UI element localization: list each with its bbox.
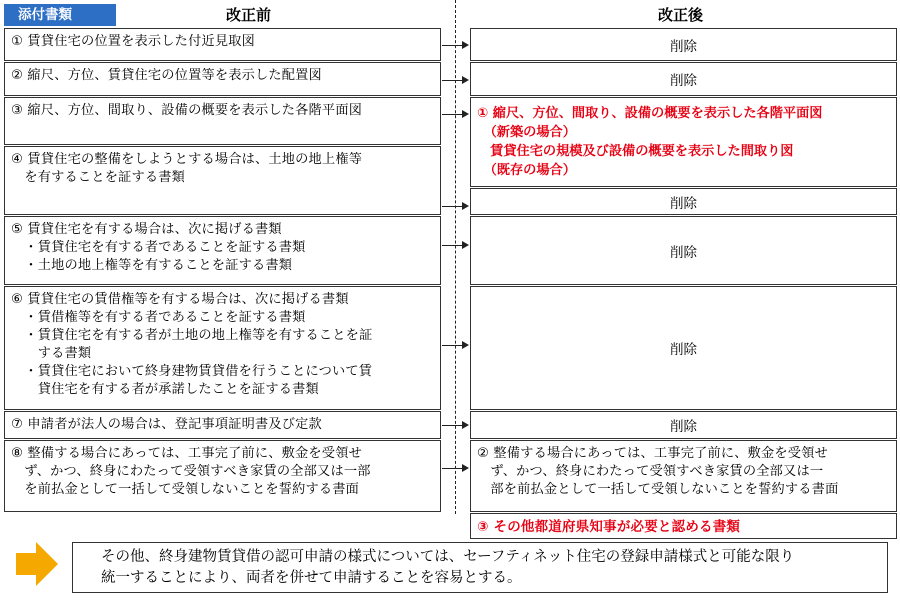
before-item-5: ⑤ 賃貸住宅を有する場合は、次に掲げる書類 ・賃貸住宅を有する者であることを証する書類 ・土地の地上権等を有することを証する書類	[4, 216, 441, 285]
after-item-pledge: ② 整備する場合にあっては、工事完了前に、敷金を受領せ ず、かつ、終身にわたって受領すべき家賃の全部又は一 部を前払金として一括して受領しないことを誓約する書面	[470, 440, 897, 512]
before-item-7: ⑦ 申請者が法人の場合は、登記事項証明書及び定款	[4, 411, 441, 439]
arrow-right-icon	[16, 542, 58, 586]
before-item-4: ④ 賃貸住宅の整備をしようとする場合は、土地の地上権等 を有することを証する書類	[4, 146, 441, 215]
before-item-2: ② 縮尺、方位、賃貸住宅の位置等を表示した配置図	[4, 62, 441, 96]
after-item-floor-plan: ① 縮尺、方位、間取り、設備の概要を表示した各階平面図 （新築の場合） 賃貸住宅の規模及び設備の概要を表示した間取り図 （既存の場合）	[470, 97, 897, 187]
header-after: 改正後	[658, 6, 704, 24]
after-item-7-deleted: 削除	[470, 411, 897, 439]
arrow-right-icon	[462, 202, 469, 210]
before-item-3: ③ 縮尺、方位、間取り、設備の概要を表示した各階平面図	[4, 97, 441, 145]
attachment-tag: 添付書類	[4, 4, 116, 26]
after-item-6-deleted: 削除	[470, 286, 897, 410]
arrow-line	[442, 345, 462, 346]
arrow-right-icon	[462, 341, 469, 349]
arrow-right-icon	[462, 41, 469, 49]
arrow-right-icon	[462, 464, 469, 472]
arrow-line	[442, 245, 462, 246]
before-item-8: ⑧ 整備する場合にあっては、工事完了前に、敷金を受領せ ず、かつ、終身にわたって受領すべき家賃の全部又は一部 を前払金として一括して受領しないことを誓約する書面	[4, 440, 441, 512]
arrow-right-icon	[462, 241, 469, 249]
before-item-6: ⑥ 賃貸住宅の賃借権等を有する場合は、次に掲げる書類 ・賃借権等を有する者であることを証する書類 ・賃貸住宅を有する者が土地の地上権等を有することを証 する書類 ・賃貸住宅において終身建物賃貸借を行うことについて賃 貸住宅を有する者が承諾したことを証する書類	[4, 286, 441, 410]
before-item-1: ① 賃貸住宅の位置を表示した付近見取図	[4, 28, 441, 61]
arrow-right-icon	[462, 110, 469, 118]
arrow-line	[442, 468, 462, 469]
arrow-line	[442, 425, 462, 426]
summary-note: その他、終身建物賃貸借の認可申請の様式については、セーフティネット住宅の登録申請様式と可能な限り 統一することにより、両者を併せて申請することを容易とする。	[72, 542, 888, 593]
arrow-line	[442, 206, 462, 207]
after-item-2-deleted: 削除	[470, 62, 897, 96]
after-item-5-deleted: 削除	[470, 216, 897, 285]
arrow-line	[442, 114, 462, 115]
after-item-other-documents: ③ その他都道府県知事が必要と認める書類	[470, 513, 897, 539]
arrow-line	[442, 45, 462, 46]
after-item-1-deleted: 削除	[470, 28, 897, 61]
arrow-right-icon	[462, 421, 469, 429]
after-item-4-deleted: 削除	[470, 188, 897, 215]
arrow-right-icon	[462, 76, 469, 84]
column-divider	[455, 0, 456, 514]
arrow-line	[442, 80, 462, 81]
header-before: 改正前	[226, 6, 272, 24]
